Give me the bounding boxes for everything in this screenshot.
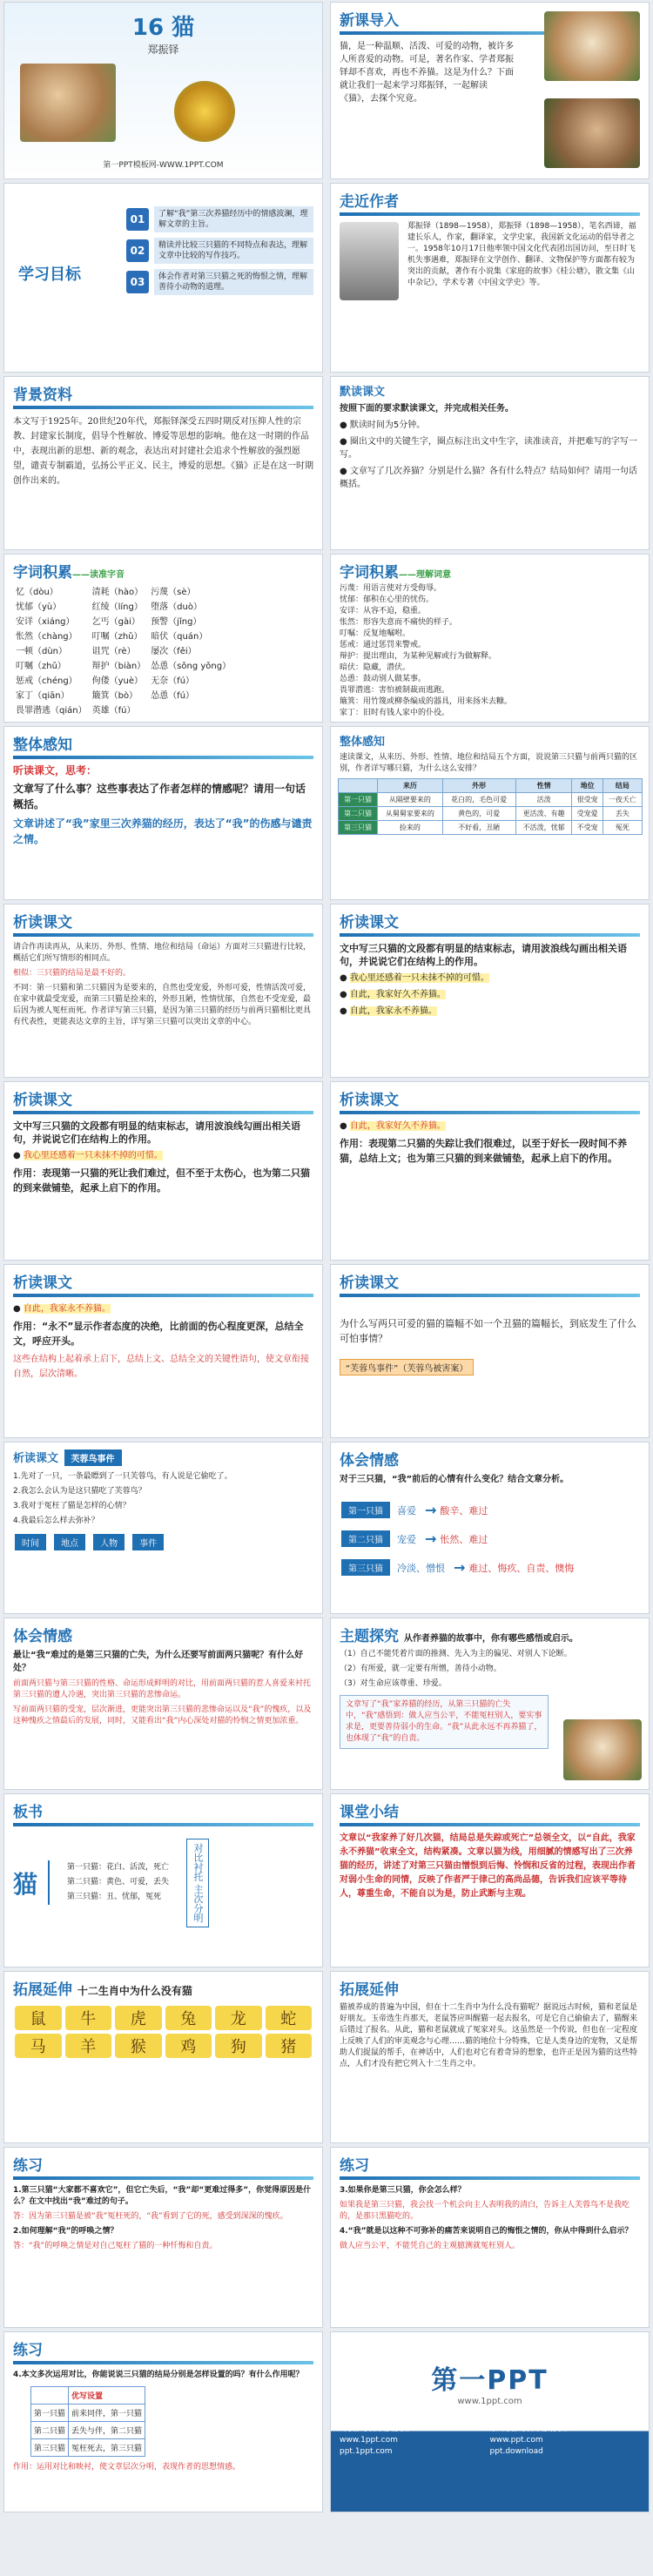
exercise-answer: 如果我是第三只猫，我会找一个机会向主人表明我的清白，告诉主人芙蓉鸟不是我吃的，是那只黑猫吃的。 bbox=[340, 2201, 630, 2221]
allowed-list bbox=[340, 2424, 490, 2458]
question-label: 听读课文，思考： bbox=[13, 764, 98, 777]
table-row bbox=[13, 687, 233, 702]
slide-heading: 背景资料 bbox=[13, 387, 72, 404]
heading-text: 拓展延伸 bbox=[13, 1981, 72, 1999]
slide-analysis-5 bbox=[3, 1264, 323, 1438]
event-tag: 人物 bbox=[93, 1534, 125, 1550]
end-sentence: ● 自此，我家好久不养猫。 bbox=[340, 1121, 446, 1131]
goal-text: 了解“我”第三次养猫经历中的情感波澜，理解文章的主旨。 bbox=[154, 206, 313, 232]
slide-title bbox=[3, 2, 323, 179]
slide-feelings-2 bbox=[3, 1618, 323, 1790]
disallowed-title: 不可以在以下网页使用 bbox=[489, 2425, 569, 2433]
arrow-right-icon: → bbox=[425, 1530, 437, 1547]
usage-info bbox=[331, 2406, 649, 2458]
zodiac-animal: 兔 bbox=[165, 2006, 212, 2030]
slide-board bbox=[3, 1793, 323, 1967]
meaning-list bbox=[331, 583, 649, 719]
board-branch: 第三只猫：丑、忧郁，冤死 bbox=[67, 1893, 162, 1902]
table-cell: 第二只猫 bbox=[339, 807, 378, 821]
slide-heading bbox=[331, 1618, 649, 1647]
heading-tag: 芙蓉鸟事件 bbox=[64, 1449, 122, 1466]
table-cell: 从舅舅家要来的 bbox=[378, 807, 442, 821]
cat-photo bbox=[544, 11, 640, 81]
end-sentence: ● 我心里还感着一只未抹不掉的可惜。 bbox=[340, 973, 489, 983]
table-cell: 从隔壁要来的 bbox=[378, 793, 442, 807]
slide-bird-event bbox=[3, 1442, 323, 1614]
table-cell: 丢失 bbox=[603, 807, 642, 821]
goal-item bbox=[126, 238, 313, 264]
disallowed-list bbox=[490, 2424, 641, 2458]
exercise-answer: 做人应当公平，不能凭自己的主观臆测就冤枉别人。 bbox=[340, 2242, 521, 2250]
meaning-item: 污蔑：用语言使对方受侮辱。 bbox=[340, 584, 442, 593]
table-cell: 冤死 bbox=[603, 821, 642, 835]
answer-text: 文章讲述了“我”家里三次养猫的经历，表达了“我”的伤感与谴责之情。 bbox=[13, 817, 313, 845]
table-cell: 第三只猫 bbox=[31, 2439, 69, 2457]
cat-photo bbox=[544, 98, 640, 168]
feelings-answer: 前面两只猫与第三只猫的性格、命运形成鲜明的对比，用前面两只猫的惹人喜爱来衬托第三只猫的遭人冷遇，突出第三只猫的悲惨命运。 bbox=[13, 1679, 312, 1699]
goal-number: 02 bbox=[126, 239, 149, 262]
slide-heading: 默读课文 bbox=[340, 386, 386, 399]
slide-heading: 板书 bbox=[13, 1804, 43, 1821]
end-sentence: ● 自此，我家好久不养猫。 bbox=[340, 990, 446, 999]
feelings-row bbox=[340, 1500, 640, 1520]
vocab-word: 忆（dòu） bbox=[16, 588, 58, 597]
exercise-note: 作用：运用对比和映衬，使文章层次分明，表现作者的思想情感。 bbox=[13, 2463, 241, 2472]
end-sentence-text: 自此，我家好久不养猫。 bbox=[349, 1121, 446, 1131]
cat-photo bbox=[20, 64, 116, 142]
slide-heading: 析读课文 bbox=[13, 1275, 72, 1292]
zodiac-animal: 猪 bbox=[266, 2034, 313, 2058]
table-header: 地位 bbox=[572, 779, 603, 793]
end-sentence: ● 自此，我家永不养猫。 bbox=[13, 1304, 111, 1314]
feeling-after: 难过、悔疚、自责、懊悔 bbox=[468, 1562, 575, 1574]
goal-number: 01 bbox=[126, 208, 149, 231]
board-diagram bbox=[4, 1830, 322, 1936]
zodiac-animal: 龙 bbox=[215, 2006, 262, 2030]
vocab-word: 诅咒（rè） bbox=[91, 647, 136, 656]
feeling-before: 喜爱 bbox=[397, 1504, 416, 1517]
heading-text: 字词积累 bbox=[13, 564, 72, 582]
slide-goals bbox=[3, 183, 323, 373]
slide-summary bbox=[330, 1793, 650, 1967]
table-cell: 第一只猫 bbox=[31, 2404, 69, 2422]
theme-box: 文章写了“我”家养猫的经历，从第三只猫的亡失中，“我”感悟到：做人应当公平，不能冤枉别人，要实事求是，更要善待弱小的生命。“我”从此永远不再养猫了，也体现了“我”的自责。 bbox=[340, 1695, 549, 1749]
goal-text: 体会作者对第三只猫之死的悔恨之情，理解善待小动物的道理。 bbox=[154, 269, 313, 295]
vocab-table bbox=[13, 583, 233, 716]
slide-overview-table bbox=[330, 726, 650, 900]
table-cell: 第三只猫 bbox=[339, 821, 378, 835]
zodiac-animal: 羊 bbox=[65, 2034, 112, 2058]
table-header: 来历 bbox=[378, 779, 442, 793]
exercise-question: 1.第三只猫“大家都不喜欢它”，但它亡失后，“我”却“更难过得多”，你觉得原因是什么？在文中找出“我”难过的句子。 bbox=[13, 2186, 312, 2206]
note-text: 这些在结构上起着承上启下，总结上文、总结全文的关键性语句，使文章衔接自然，层次清晰。 bbox=[13, 1355, 309, 1379]
theme-question: 从作者养猫的故事中，你有哪些感悟或启示。 bbox=[403, 1634, 578, 1644]
vocab-word: 怅然（chàng） bbox=[16, 632, 77, 642]
end-sentence: ● 我心里还感着一只未抹不掉的可惜。 bbox=[13, 1151, 163, 1160]
table-row bbox=[13, 642, 233, 657]
goal-number: 03 bbox=[126, 271, 149, 293]
meaning-item: 家丁：旧时有钱人家中的仆役。 bbox=[340, 709, 450, 717]
vocab-word: 乞丐（gài） bbox=[91, 617, 140, 627]
slide-extension-2 bbox=[330, 1971, 650, 2143]
table-row bbox=[13, 613, 233, 628]
vocab-word: 怂恿（fú） bbox=[151, 691, 195, 701]
answer-text: 作用：表现第一只猫的死让我们难过，但不至于太伤心，也为第二只猫的到来做铺垫，起承上启下的作用。 bbox=[13, 1167, 310, 1194]
table-row bbox=[13, 702, 233, 716]
goal-text: 精读并比较三只猫的不同特点和表达，理解文章中比较的写作技巧。 bbox=[154, 238, 313, 264]
exercise-answer: 答：“我”的呼唤之情是对自己冤枉了猫的一种忏悔和自责。 bbox=[13, 2242, 218, 2250]
slide-overview bbox=[3, 726, 323, 900]
table-cell: 不活泼，忧郁 bbox=[515, 821, 572, 835]
slide-analysis-2 bbox=[330, 904, 650, 1078]
slide-heading: 体会情感 bbox=[340, 1452, 399, 1470]
theme-item: （1）自己不能凭着片面的推测、先入为主的偏见、对别人下论断。 bbox=[340, 1650, 572, 1658]
table-row bbox=[13, 657, 233, 672]
analysis-question: 文中写三只猫的文段都有明显的结束标志，请用波浪线勾画出相关语句，并说说它们在结构上的作用。 bbox=[340, 943, 627, 967]
slide-analysis-6 bbox=[330, 1264, 650, 1438]
table-row bbox=[339, 793, 643, 807]
heading-bar bbox=[340, 1823, 640, 1826]
heading-bar bbox=[13, 1294, 313, 1297]
zodiac-animal: 猴 bbox=[115, 2034, 162, 2058]
slide-heading: 拓展延伸 bbox=[340, 1981, 399, 1999]
slide-heading: 新课导入 bbox=[340, 12, 399, 30]
goals-heading: 学习目标 bbox=[18, 266, 81, 284]
table-cell: 受宠爱 bbox=[572, 807, 603, 821]
vocab-word: 清耗（hào） bbox=[91, 588, 144, 597]
heading-sub: 十二生肖中为什么没有猫 bbox=[77, 1985, 192, 1997]
table-cell: 不好看，丑陋 bbox=[442, 821, 515, 835]
board-branch: 第一只猫：花白、活泼，死亡 bbox=[67, 1863, 170, 1873]
zodiac-animal: 鼠 bbox=[15, 2006, 62, 2030]
brand-site: www.1ppt.com bbox=[457, 2397, 522, 2406]
analysis-question: 为什么写两只可爱的猫的篇幅不如一个丑猫的篇幅长，到底发生了什么可怕事情？ bbox=[340, 1318, 636, 1344]
author-name: 郑振铎 bbox=[147, 44, 179, 56]
heading-sub: ——理解词意 bbox=[399, 570, 451, 580]
table-cell: 很受宠 bbox=[572, 793, 603, 807]
meaning-item: 畏罪潜逃：害怕被制裁而逃跑。 bbox=[340, 686, 450, 695]
analysis-question: 文中写三只猫的文段都有明显的结束标志，请用波浪线勾画出相关语句，并说说它们在结构上的作用。 bbox=[13, 1120, 300, 1145]
task-item-text: 文章写了几次养猫？分别是什么猫？各有什么特点？结局如何？请用一句话概括。 bbox=[340, 467, 637, 489]
slide-intro bbox=[330, 2, 650, 179]
meaning-item: 怅然：形容失意而不痛快的样子。 bbox=[340, 618, 458, 627]
vocab-word: 红绫（líng） bbox=[91, 602, 143, 612]
slide-heading bbox=[4, 555, 322, 583]
feelings-row bbox=[340, 1529, 640, 1549]
cat-photo bbox=[563, 1719, 642, 1780]
meaning-item: 辩护：提出理由，为某种见解或行为做解释。 bbox=[340, 652, 497, 661]
slide-heading: 析读课文 bbox=[13, 1092, 72, 1109]
vocab-word: 辩护（biàn） bbox=[91, 662, 146, 671]
slide-heading bbox=[4, 1443, 322, 1470]
heading-bar bbox=[13, 2361, 313, 2364]
meaning-item: 暗伏：隐藏，潜伏。 bbox=[340, 663, 411, 672]
event-line: 4.我最后怎么样去弥补？ bbox=[13, 1517, 99, 1525]
table-row bbox=[13, 672, 233, 687]
heading-bar bbox=[13, 406, 313, 409]
table-cell: 花白的，毛色可爱 bbox=[442, 793, 515, 807]
feelings-question: 对于三只猫，“我”前后的心情有什么变化？结合文章分析。 bbox=[340, 1475, 569, 1484]
vocab-word: 堕落（duò） bbox=[151, 602, 202, 612]
author-bio: 郑振铎（1898—1958），郑振铎（1898—1958），笔名西谛，福建长乐人，作家，翻译家，文学史家，我国新文化运动的倡导者之一。1958年10月17日他率领中国文化代表团出国访问，至日时飞机失事遇难，郑振铎在文学创作、翻译、文物保护等方面都有较为突出的贡献，著作有小说集《家庭的故事》《桂公塘》，散文集《山中杂记》，学术专著《中国文学史》等。 bbox=[407, 222, 636, 287]
slide-background bbox=[3, 376, 323, 550]
slide-heading: 析读课文 bbox=[340, 1092, 399, 1109]
exercise-answer: 答：因为第三只猫是被“我”冤枉死的，“我”看到了它的死，感受到深深的愧疚。 bbox=[13, 2212, 288, 2221]
vocab-word: 叮嘱（zhǔ） bbox=[91, 632, 143, 642]
vocab-word: 无奈（fú） bbox=[151, 676, 195, 686]
slide-heading: 课堂小结 bbox=[340, 1804, 399, 1821]
end-sentence-text: 我心里还感着一只未抹不掉的可惜。 bbox=[23, 1151, 163, 1160]
heading-bar bbox=[340, 1111, 640, 1114]
feeling-before: 冷淡、憎恨 bbox=[397, 1562, 445, 1574]
theme-item: （3）对生命应该尊重、珍爱。 bbox=[340, 1679, 447, 1688]
zodiac-animal: 马 bbox=[15, 2034, 62, 2058]
meaning-item: 怂恿：鼓动别人做某事。 bbox=[340, 675, 427, 683]
event-tag: 地点 bbox=[54, 1534, 85, 1550]
cat-label: 第二只猫 bbox=[341, 1530, 390, 1547]
table-cell: 第一只猫 bbox=[339, 793, 378, 807]
lesson-title: 16 猫 bbox=[131, 15, 195, 41]
slide-heading: 析读课文 bbox=[340, 914, 399, 932]
meaning-item: 忧郁：郁积在心里的忧伤。 bbox=[340, 595, 434, 604]
slide-heading: 体会情感 bbox=[13, 1628, 72, 1645]
table-row bbox=[13, 628, 233, 642]
slide-vocab-meaning bbox=[330, 554, 650, 723]
table-header: 结局 bbox=[603, 779, 642, 793]
zodiac-animal: 虎 bbox=[115, 2006, 162, 2030]
cat-label: 第一只猫 bbox=[341, 1502, 390, 1518]
zodiac-grid bbox=[15, 2006, 312, 2058]
board-branch: 第二只猫：黄色、可爱，丢失 bbox=[67, 1878, 170, 1887]
task-item: ● 默读时间为5分钟。 bbox=[340, 420, 426, 430]
table-header: 性情 bbox=[515, 779, 572, 793]
slide-heading bbox=[331, 555, 649, 583]
vocab-word: 预警（jǐng） bbox=[151, 617, 202, 627]
vocab-word: 忧郁（yù） bbox=[16, 602, 62, 612]
vocab-word: 畏罪潜逃（qián） bbox=[16, 706, 87, 716]
heading-text: 主题探究 bbox=[340, 1628, 399, 1645]
goal-item bbox=[126, 269, 313, 295]
exercise-question: 4.本文多次运用对比，你能说说三只猫的结局分别是怎样设置的吗？有什么作用呢？ bbox=[13, 2371, 304, 2379]
table-cell bbox=[31, 2387, 69, 2404]
feeling-after: 怅然、难过 bbox=[440, 1533, 488, 1545]
task-item-text: 默读时间为5分钟。 bbox=[349, 420, 426, 430]
slide-exercise-2 bbox=[330, 2147, 650, 2328]
slide-analysis-3 bbox=[3, 1081, 323, 1261]
ending-table bbox=[30, 2386, 145, 2457]
table-row bbox=[13, 598, 233, 613]
task-item: ● 文章写了几次养猫？分别是什么猫？各有什么特点？结局如何？请用一句话概括。 bbox=[340, 467, 637, 489]
event-line: 2.我怎么会认为是这只猫吃了芙蓉鸟？ bbox=[13, 1487, 146, 1496]
heading-bar bbox=[340, 2176, 640, 2180]
slide-end bbox=[330, 2331, 650, 2512]
comparison-table bbox=[338, 778, 643, 835]
feelings-answer: 写前面两只猫的受宠，层次渐进，更能突出第三只猫的悲惨命运以及“我”的愧疚，以及这种愧疚之情最后的发展，同时，又能看出“我”内心深处对猫的怜悯之情更加浓重。 bbox=[13, 1705, 312, 1725]
slide-exercise-3 bbox=[3, 2331, 323, 2512]
meaning-item: 簸箕：用竹篾或柳条编成的器具，用来扬米去糠。 bbox=[340, 697, 513, 706]
vocab-word: 一顿（dùn） bbox=[16, 647, 68, 656]
background-text: 本文写于1925年。20世纪20年代，郑振铎深受五四时期反对压抑人性的宗教、封建家长制度，倡导个性解放、博爱等思想的影响。他在这一时期的作品中，表现出新的思想、新的观念，表达出对封建社会追求个性解放的强烈愿望，谴责专制霸道，弘扬公平正义、民主，博爱的思想。《猫》正是在这一时期创作出来的。 bbox=[13, 417, 313, 486]
arrow-right-icon: → bbox=[425, 1502, 437, 1518]
event-tag: 时间 bbox=[15, 1534, 46, 1550]
task-text: 按照下面的要求默读课文，并完成相关任务。 bbox=[340, 404, 514, 414]
event-line: 3.我对于冤枉了猫是怎样的心情？ bbox=[13, 1502, 131, 1510]
heading-bar bbox=[13, 933, 313, 937]
slide-extension-1 bbox=[3, 1971, 323, 2143]
vocab-word: 惩戒（chéng） bbox=[16, 676, 77, 686]
heading-bar bbox=[13, 2176, 313, 2180]
end-sentence-text: 我心里还感着一只未抹不掉的可惜。 bbox=[349, 973, 489, 983]
slide-heading: 练习 bbox=[13, 2342, 43, 2359]
author-portrait bbox=[340, 222, 399, 300]
vocab-word: 暗伏（quán） bbox=[151, 632, 208, 642]
vocab-word: 家丁（qiān） bbox=[16, 691, 70, 701]
exercise-question: 2.如何理解“我”的呼唤之情？ bbox=[13, 2227, 118, 2236]
vocab-word: 安详（xiáng） bbox=[16, 617, 75, 627]
slide-heading bbox=[4, 1972, 322, 2001]
slide-feelings bbox=[330, 1442, 650, 1614]
table-cell: 捡来的 bbox=[378, 821, 442, 835]
slide-heading: 练习 bbox=[340, 2157, 369, 2175]
summary-text: 文章以“我家养了好几次猫，结局总是失踪或死亡”总领全文，以“自此，我家永不养猫”收束全文，结构紧凑。文章以猫为线，用细腻的情感写出了三次养猫的经历，讲述了对第三只猫由憎恨到后悔、怜悯和反省的过程，表现出作者对弱小生命的同情，反映了作者严于律己的高尚品德，告诉我们应该平等待人，尊重生命，不能自以为是，防止武断与主观。 bbox=[340, 1833, 636, 1899]
cat-label: 第三只猫 bbox=[341, 1559, 390, 1576]
table-row bbox=[13, 583, 233, 598]
heading-bar bbox=[340, 212, 640, 216]
slide-silent-reading bbox=[330, 376, 650, 550]
vocab-word bbox=[148, 702, 233, 716]
board-branches bbox=[48, 1860, 178, 1905]
table-cell: 第二只猫 bbox=[31, 2422, 69, 2439]
zodiac-animal: 鸡 bbox=[165, 2034, 212, 2058]
zodiac-animal: 蛇 bbox=[266, 2006, 313, 2030]
vocab-word: 佝偻（yuè） bbox=[91, 676, 144, 686]
answer-text: 作用：“永不”显示作者态度的决绝，比前面的伤心程度更深，总结全文，呼应开头。 bbox=[13, 1321, 304, 1347]
zodiac-animal: 狗 bbox=[215, 2034, 262, 2058]
difference-text: 不同：第一只猫和第二只猫因为是要来的，自然也受宠爱，外形可爱，性情活泼可爱，在家中就最受宠爱，而第三只猫是捡来的，外形丑陋，性情忧郁，自然也不受宠爱，最后因为被人冤枉而死。作者详写第三只猫，是因为第三只猫的经历与前两只猫相比更具有代表性，更能表达文章的主旨，详写第三只猫可以突出文章的中心。 bbox=[13, 984, 312, 1026]
event-chip: “芙蓉鸟事件”（芙蓉鸟被害案） bbox=[340, 1359, 474, 1375]
heading-text: 析读课文 bbox=[13, 1452, 59, 1465]
table-cell: 活泼 bbox=[515, 793, 572, 807]
table-row bbox=[339, 821, 643, 835]
table-cell: 丢失与伴，第二只猫 bbox=[69, 2422, 145, 2439]
slide-analysis-4 bbox=[330, 1081, 650, 1261]
task-item: ● 圈出文中的关键生字，圈点标注出文中生字，读准读音，并把难写的字写一写。 bbox=[340, 437, 637, 460]
end-sentence-text: 自此，我家好久不养猫。 bbox=[349, 990, 446, 999]
allowed-item: ppt.1ppt.com bbox=[340, 2447, 393, 2456]
feeling-before: 宠爱 bbox=[397, 1533, 416, 1545]
extension-text: 猫被养成的普遍为中国，但在十二生肖中为什么没有猫呢？据说远古时候，猫和老鼠是好朋友。玉帝选生肖那天，老鼠答应叫醒猫一起去报名，可是它自己偷偷去了，猫醒来后错过了报名。从此，猫和老鼠就成了冤家对头。这虽然是一个传说，但也在一定程度上反映了人们的审美观念与心理……猫的地位十分特殊，它是人类身边的宠物，又是帮助人们捉鼠的帮手，在神话中，人们也对它有着奇异的想象，也许正是因为猫的这些特点，人们才没有把它列入十二生肖之中。 bbox=[340, 2003, 638, 2068]
task-item-text: 圈出文中的关键生字，圈点标注出文中生字，读准读音，并把难写的字写一写。 bbox=[340, 437, 637, 460]
vocab-word: 污蔑（sè） bbox=[151, 588, 196, 597]
heading-text: 字词积累 bbox=[340, 564, 399, 582]
intro-text: 猫，是一种温顺、活泼、可爱的动物，被许多人所喜爱的动物。可是，著名作家、学者郑振铎却不喜欢，再也不养猫。这是为什么？下面就让我们一起来学习郑振铎，一起解读《猫》，去探个究竟。 bbox=[340, 42, 514, 104]
vocab-word: 屡次（fěi） bbox=[151, 647, 197, 656]
allowed-title: 可以在以下网页使用 bbox=[340, 2425, 411, 2433]
table-header-row bbox=[339, 779, 643, 793]
bee-photo bbox=[174, 81, 235, 142]
footer-text: 第一PPT模板网-WWW.1PPT.COM bbox=[103, 161, 224, 170]
slide-heading: 整体感知 bbox=[340, 736, 386, 749]
arrow-right-icon: → bbox=[454, 1559, 466, 1576]
question-text: 文章写了什么事？这些事表达了作者怎样的情感呢？请用一句话概括。 bbox=[13, 783, 306, 810]
table-cell: 冤枉死去，第三只猫 bbox=[69, 2439, 145, 2457]
answer-text: 作用：表现第二只猫的失踪让我们很难过，以至于好长一段时间不养猫，总结上文；也为第三只猫的到来做铺垫，起承上启下的作用。 bbox=[340, 1138, 627, 1164]
exercise-question: 3.如果你是第三只猫，你会怎么样？ bbox=[340, 2186, 466, 2195]
disallowed-item: www.ppt.com bbox=[489, 2436, 543, 2445]
table-header bbox=[339, 779, 378, 793]
feelings-question: 最让“我”难过的是第三只猫的亡失，为什么还要写前面两只猫呢？有什么好处？ bbox=[13, 1651, 304, 1673]
heading-bar bbox=[340, 1294, 640, 1297]
similarity-text: 相似：三只猫的结局是最不好的。 bbox=[13, 969, 131, 978]
goals-list bbox=[126, 201, 313, 300]
slide-heading: 走近作者 bbox=[340, 193, 399, 211]
table-cell: 前来同伴，第一只猫 bbox=[69, 2404, 145, 2422]
table-cell: 不受宠 bbox=[572, 821, 603, 835]
end-sentence-text: 自此，我家永不养猫。 bbox=[23, 1304, 111, 1314]
brand-logo: 第一PPT bbox=[431, 2365, 549, 2396]
vocab-word: 怂恿（sǒng yǒng） bbox=[151, 662, 232, 671]
event-tag: 事件 bbox=[132, 1534, 164, 1550]
board-center: 猫 bbox=[13, 1869, 38, 1899]
slide-heading: 析读课文 bbox=[340, 1275, 399, 1292]
event-tags bbox=[4, 1529, 322, 1556]
table-header: 外形 bbox=[442, 779, 515, 793]
slide-vocab-pronunciation bbox=[3, 554, 323, 723]
vocab-word: 叮嘱（zhǔ） bbox=[16, 662, 66, 671]
heading-bar bbox=[13, 1823, 313, 1826]
table-row bbox=[339, 807, 643, 821]
heading-bar bbox=[13, 1111, 313, 1114]
end-sentence: ● 自此，我家永不养猫。 bbox=[340, 1006, 437, 1016]
heading-sub: ——读准字音 bbox=[72, 570, 125, 580]
table-cell: 更活泼、有趣 bbox=[515, 807, 572, 821]
heading-bar bbox=[13, 756, 313, 759]
zodiac-animal: 牛 bbox=[65, 2006, 112, 2030]
slide-author bbox=[330, 183, 650, 373]
slide-heading: 整体感知 bbox=[13, 736, 72, 754]
slide-heading: 析读课文 bbox=[13, 914, 72, 932]
analysis-question: 请合作再读再从，从来历、外形、性情、地位和结局（命运）方面对三只猫进行比较，概括它们所写情形的相同点。 bbox=[13, 943, 312, 963]
slide-heading: 练习 bbox=[13, 2157, 43, 2175]
meaning-item: 安详：从容不迫，稳重。 bbox=[340, 607, 427, 615]
slide-exercise-1 bbox=[3, 2147, 323, 2328]
feelings-row bbox=[340, 1557, 640, 1577]
theme-item: （2）有所爱，就一定要有所憎，善待小动物。 bbox=[340, 1665, 502, 1673]
end-sentence-text: 自此，我家永不养猫。 bbox=[349, 1006, 437, 1016]
table-cell: 一夜夭亡 bbox=[603, 793, 642, 807]
vocab-word: 簸箕（bò） bbox=[91, 691, 138, 701]
disallowed-item: ppt.download bbox=[489, 2447, 543, 2456]
heading-bar bbox=[340, 933, 640, 937]
meaning-item: 叮嘱：反复地嘱咐。 bbox=[340, 629, 411, 638]
table-cell: 黄色的，可爱 bbox=[442, 807, 515, 821]
allowed-item: www.1ppt.com bbox=[340, 2436, 398, 2445]
feeling-after: 酸辛、难过 bbox=[440, 1504, 488, 1517]
meaning-item: 惩戒：通过惩罚来警戒。 bbox=[340, 641, 427, 649]
task-text: 速读课文，从来历、外形、性情、地位和结局五个方面，说说第三只猫与前两只猫的区别，作者详写哪只猫，为什么这么安排？ bbox=[340, 753, 638, 773]
event-line: 1.先对了一只，一条最瞟到了一只芙蓉鸟，有人说是它偷吃了。 bbox=[13, 1472, 232, 1481]
board-summary: 对比衬托 主次分明 bbox=[186, 1839, 209, 1927]
slide-theme bbox=[330, 1618, 650, 1790]
slide-analysis-1 bbox=[3, 904, 323, 1078]
vocab-word: 英雄（fú） bbox=[91, 706, 136, 716]
feelings-rows bbox=[331, 1488, 649, 1590]
goal-item bbox=[126, 206, 313, 232]
exercise-question: 4.“我”就是以这种不可弥补的痛苦来说明自己的悔恨之情的，你从中得到什么启示？ bbox=[340, 2227, 633, 2236]
table-header: 优写设置 bbox=[69, 2387, 145, 2404]
event-label bbox=[331, 1348, 649, 1386]
